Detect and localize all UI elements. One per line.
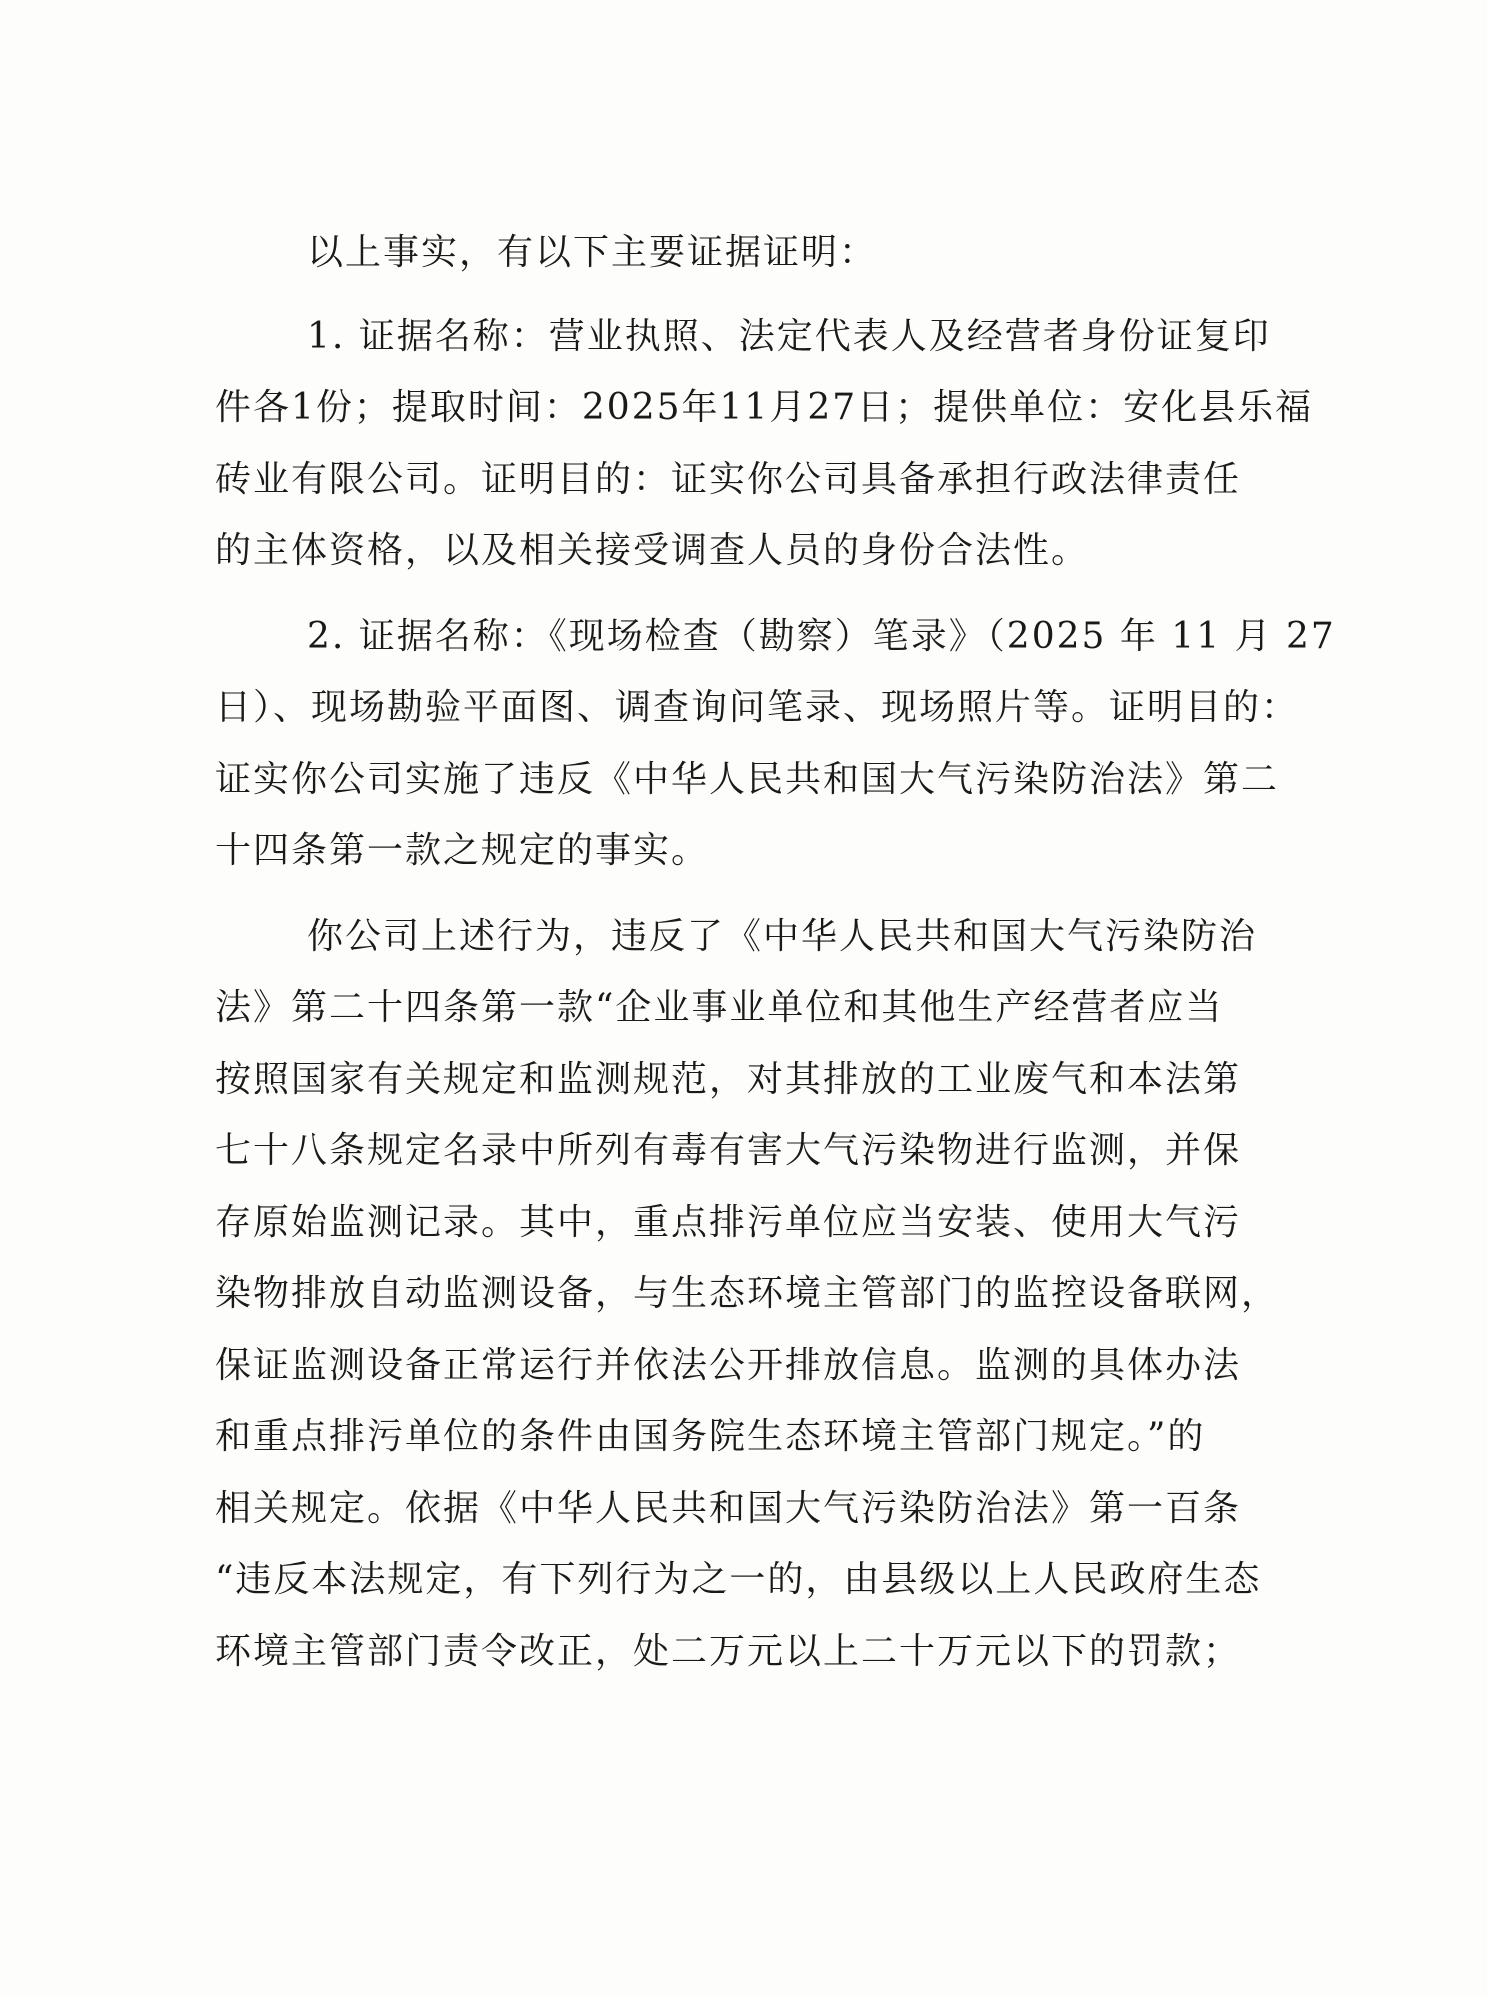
paragraph-line: 保证监测设备正常运行并依法公开排放信息。监测的具体办法 <box>215 1345 1242 1386</box>
paragraph-line: 证实你公司实施了违反《中华人民共和国大气污染防治法》第二 <box>215 759 1280 800</box>
paragraph-line: 法》第二十四条第一款“企业事业单位和其他生产经营者应当 <box>215 987 1224 1028</box>
paragraph-line: 七十八条规定名录中所列有毒有害大气污染物进行监测，并保 <box>215 1130 1242 1171</box>
paragraph-line: 以上事实，有以下主要证据证明： <box>307 232 878 273</box>
paragraph-line: 1. 证据名称：营业执照、法定代表人及经营者身份证复印 <box>307 316 1271 357</box>
paragraph-line: 按照国家有关规定和监测规范，对其排放的工业废气和本法第 <box>215 1059 1242 1100</box>
paragraph-line: 日）、现场勘验平面图、调查询问笔录、现场照片等。证明目的： <box>215 687 1300 728</box>
paragraph-line: 存原始监测记录。其中，重点排污单位应当安装、使用大气污 <box>215 1202 1242 1243</box>
paragraph-line: 件各1份；提取时间：2025年11月27日；提供单位：安化县乐福 <box>215 387 1314 428</box>
paragraph-line: 染物排放自动监测设备，与生态环境主管部门的监控设备联网， <box>215 1273 1280 1314</box>
paragraph-line: 2. 证据名称：《现场检查（勘察）笔录》（2025 年 11 月 27 <box>307 616 1336 657</box>
paragraph-line: 十四条第一款之规定的事实。 <box>215 830 710 871</box>
paragraph-line: “违反本法规定，有下列行为之一的，由县级以上人民政府生态 <box>215 1559 1262 1600</box>
paragraph-line: 环境主管部门责令改正，处二万元以上二十万元以下的罚款； <box>215 1631 1242 1672</box>
paragraph-line: 的主体资格，以及相关接受调查人员的身份合法性。 <box>215 530 1090 571</box>
paragraph-line: 和重点排污单位的条件由国务院生态环境主管部门规定。”的 <box>215 1416 1206 1457</box>
paragraph-line: 砖业有限公司。证明目的：证实你公司具备承担行政法律责任 <box>215 459 1242 500</box>
paragraph-line: 相关规定。依据《中华人民共和国大气污染防治法》第一百条 <box>215 1488 1242 1529</box>
paragraph-line: 你公司上述行为，违反了《中华人民共和国大气污染防治 <box>307 916 1258 957</box>
